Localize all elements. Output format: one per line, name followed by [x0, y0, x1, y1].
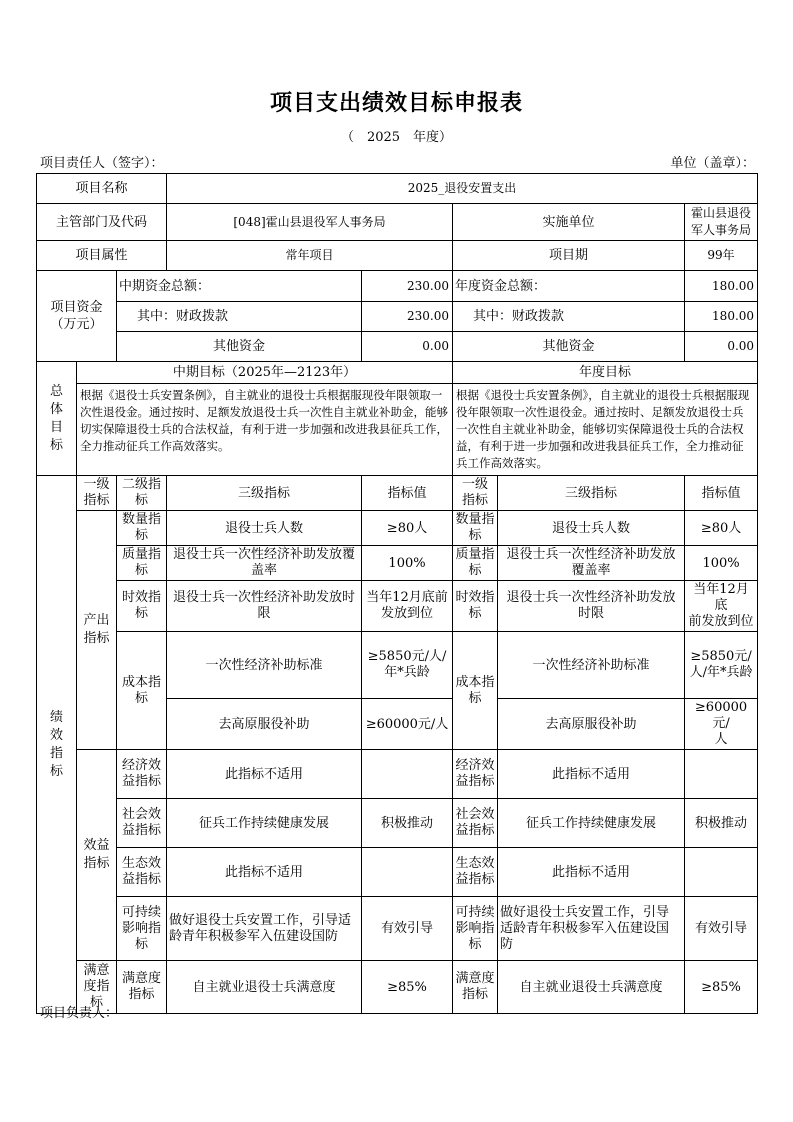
year-level2: 可持续 影响指 标 — [453, 897, 498, 961]
mid-level2: 生态效 益指标 — [117, 848, 167, 897]
year-level3: 退役士兵一次性经济补助发放 时限 — [498, 581, 685, 632]
year-level3: 征兵工作持续健康发展 — [498, 799, 685, 848]
year-total-label: 年度资金总额： — [453, 271, 685, 302]
year-fiscal-value: 180.00 — [685, 302, 758, 332]
mid-level2: 质量指 标 — [117, 546, 167, 581]
mid-value: ≥80人 — [362, 511, 453, 546]
year-level2: 满意度 指标 — [453, 961, 498, 1014]
mid-level3: 此指标不适用 — [167, 848, 362, 897]
mid-value: 积极推动 — [362, 799, 453, 848]
mid-value — [362, 848, 453, 897]
year-value: ≥85% — [685, 961, 758, 1014]
mid-level2: 时效指 标 — [117, 581, 167, 632]
project-period-value: 99年 — [685, 241, 758, 271]
mid-level2: 可持续 影响指 标 — [117, 897, 167, 961]
mid-value: ≥85% — [362, 961, 453, 1014]
mid-goal-header: 中期目标（2025年—2123年） — [77, 362, 453, 384]
performance-goal-table — [36, 173, 758, 1014]
mid-value — [362, 750, 453, 799]
department-label: 主管部门及代码 — [37, 204, 167, 241]
project-attribute-value: 常年项目 — [167, 241, 453, 271]
output-indicator-label: 产出 指标 — [77, 511, 117, 750]
mid-value: 有效引导 — [362, 897, 453, 961]
year-level3: 一次性经济补助标准 — [498, 632, 685, 699]
unit-seal-label: 单位（盖章）： — [670, 156, 755, 171]
mid-level3: 退役士兵一次性经济补助发放时 限 — [167, 581, 362, 632]
mid-value: 当年12月底前 发放到位 — [362, 581, 453, 632]
year-goal-header: 年度目标 — [453, 362, 758, 384]
mid-level3: 做好退役士兵安置工作，引导适 龄青年积极参军入伍建设国防 — [167, 897, 362, 961]
mid-level3: 一次性经济补助标准 — [167, 632, 362, 699]
year-total-value: 180.00 — [685, 271, 758, 302]
year-level2: 生态效 益指标 — [453, 848, 498, 897]
mid-fiscal-label: 其中：财政拨款 — [117, 302, 362, 332]
mid-level3: 去高原服役补助 — [167, 699, 362, 750]
mid-value: 100% — [362, 546, 453, 581]
year-value: ≥5850元/ 人/年*兵龄 — [685, 632, 758, 699]
year-level3: 去高原服役补助 — [498, 699, 685, 750]
project-attribute-label: 项目属性 — [37, 241, 167, 271]
mid-level3: 征兵工作持续健康发展 — [167, 799, 362, 848]
year-label: （ 2025 年度） — [340, 130, 453, 145]
year-level2-cost: 成本指 标 — [453, 632, 498, 750]
project-period-label: 项目期 — [453, 241, 685, 271]
benefit-indicator-label: 效益 指标 — [77, 750, 117, 961]
year-level2: 经济效 益指标 — [453, 750, 498, 799]
implementing-unit-label: 实施单位 — [453, 204, 685, 241]
mid-level3: 自主就业退役士兵满意度 — [167, 961, 362, 1014]
mid-level2: 数量指 标 — [117, 511, 167, 546]
year-value: ≥80人 — [685, 511, 758, 546]
satisfaction-indicator-label: 满意 度指 标 — [77, 961, 117, 1014]
year-value — [685, 848, 758, 897]
mid-level3: 退役士兵人数 — [167, 511, 362, 546]
page-title: 项目支出绩效目标申报表 — [269, 90, 523, 116]
mid-other-value: 0.00 — [362, 332, 453, 362]
year-level2: 质量指 标 — [453, 546, 498, 581]
year-goal-text: 根据《退役士兵安置条例》，自主就业的退役士兵根据服现役年限领取一次性退役金。通过按时、足额发放退役士兵一次性自主就业补助金，能够切实保障退役士兵的合法权益，有利于进一步加强和改进我县征兵工作，全力推动征兵工作高效落实。 — [453, 384, 758, 476]
mid-level2: 社会效 益指标 — [117, 799, 167, 848]
year-value: 当年12月底 前发放到位 — [685, 581, 758, 632]
year-level3: 做好退役士兵安置工作，引导 适龄青年积极参军入伍建设国 防 — [498, 897, 685, 961]
header-level1: 一级 指标 — [77, 476, 117, 511]
responsible-signature-label: 项目责任人（签字）： — [40, 156, 164, 171]
project-name-label: 项目名称 — [37, 174, 167, 204]
header-value-year: 指标值 — [685, 476, 758, 511]
indicators-label: 绩 效 指 标 — [37, 476, 77, 1014]
year-level2: 社会效 益指标 — [453, 799, 498, 848]
implementing-unit-value: 霍山县退役军人事务局 — [685, 204, 758, 241]
year-value: ≥60000元/ 人 — [685, 699, 758, 750]
department-value: [048]霍山县退役军人事务局 — [167, 204, 453, 241]
header-level1-year: 一级 指标 — [453, 476, 498, 511]
mid-goal-text: 根据《退役士兵安置条例》，自主就业的退役士兵根据服现役年限领取一次性退役金。通过按时、足额发放退役士兵一次性自主就业补助金，能够切实保障退役士兵的合法权益，有利于进一步加强和改进我县征兵工作，全力推动征兵工作高效落实。 — [77, 384, 453, 476]
year-value: 积极推动 — [685, 799, 758, 848]
year-level3: 自主就业退役士兵满意度 — [498, 961, 685, 1014]
header-level3-year: 三级指标 — [498, 476, 685, 511]
header-level2: 二级指 标 — [117, 476, 167, 511]
mid-value: ≥60000元/人 — [362, 699, 453, 750]
year-value — [685, 750, 758, 799]
year-level3: 此指标不适用 — [498, 750, 685, 799]
overall-goal-label: 总 体 目 标 — [37, 362, 77, 476]
mid-level3: 此指标不适用 — [167, 750, 362, 799]
year-level3: 此指标不适用 — [498, 848, 685, 897]
year-value: 有效引导 — [685, 897, 758, 961]
mid-total-label: 中期资金总额： — [117, 271, 362, 302]
year-level3: 退役士兵一次性经济补助发放 覆盖率 — [498, 546, 685, 581]
mid-level2-cost: 成本指 标 — [117, 632, 167, 750]
mid-other-label: 其他资金 — [117, 332, 362, 362]
year-level2: 数量指 标 — [453, 511, 498, 546]
project-funds-label: 项目资金 （万元） — [37, 271, 117, 362]
mid-total-value: 230.00 — [362, 271, 453, 302]
project-leader-label: 项目负责人： — [40, 1006, 119, 1021]
header-level3: 三级指标 — [167, 476, 362, 511]
mid-fiscal-value: 230.00 — [362, 302, 453, 332]
mid-level2: 经济效 益指标 — [117, 750, 167, 799]
year-level2: 时效指 标 — [453, 581, 498, 632]
project-name-value: 2025_退役安置支出 — [167, 174, 758, 204]
year-other-label: 其他资金 — [453, 332, 685, 362]
mid-level2: 满意度 指标 — [117, 961, 167, 1014]
mid-value: ≥5850元/人/ 年*兵龄 — [362, 632, 453, 699]
header-value: 指标值 — [362, 476, 453, 511]
mid-level3: 退役士兵一次性经济补助发放覆 盖率 — [167, 546, 362, 581]
year-value: 100% — [685, 546, 758, 581]
year-other-value: 0.00 — [685, 332, 758, 362]
year-level3: 退役士兵人数 — [498, 511, 685, 546]
year-fiscal-label: 其中：财政拨款 — [453, 302, 685, 332]
